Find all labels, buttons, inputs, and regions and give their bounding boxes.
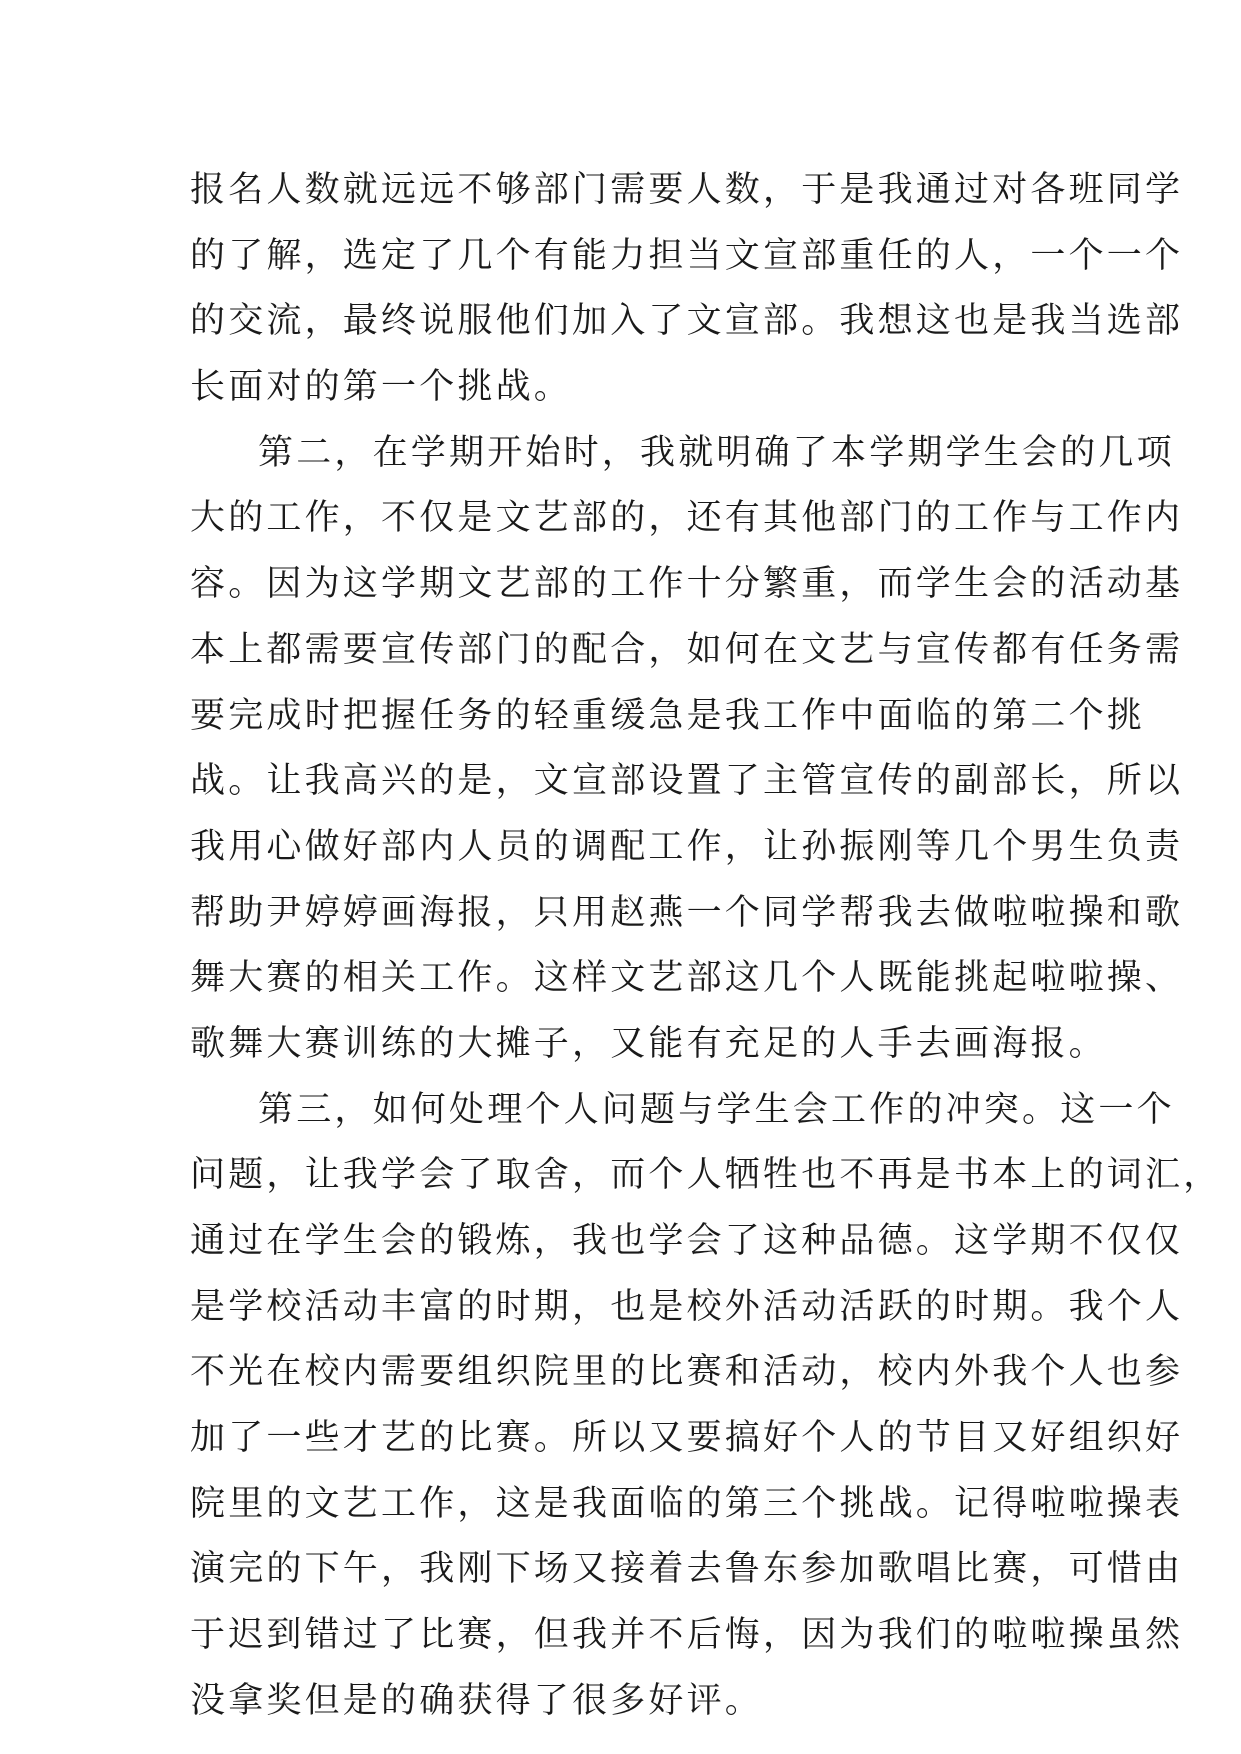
text-line: 帮助尹婷婷画海报，只用赵燕一个同学帮我去做啦啦操和歌 [190,892,1184,933]
text-line: 大的工作，不仅是文艺部的，还有其他部门的工作与工作内 [190,498,1184,539]
text-line: 本上都需要宣传部门的配合，如何在文艺与宣传都有任务需 [190,629,1184,670]
text-line: 第二，在学期开始时，我就明确了本学期学生会的几项 [258,432,1175,473]
text-line: 于迟到错过了比赛，但我并不后悔，因为我们的啦啦操虽然 [190,1615,1184,1656]
text-line: 的交流，最终说服他们加入了文宣部。我想这也是我当选部 [190,301,1184,342]
text-line: 问题，让我学会了取舍，而个人牺牲也不再是书本上的词汇， [190,1155,1222,1196]
text-line: 报名人数就远远不够部门需要人数，于是我通过对各班同学 [190,170,1184,210]
text-line: 不光在校内需要组织院里的比赛和活动，校内外我个人也参 [190,1352,1184,1393]
text-line: 的了解，选定了几个有能力担当文宣部重任的人，一个一个 [190,235,1184,276]
text-line: 加了一些才艺的比赛。所以又要搞好个人的节目又好组织好 [190,1418,1184,1459]
text-line: 第三，如何处理个人问题与学生会工作的冲突。这一个 [258,1089,1175,1130]
text-line: 院里的文艺工作，这是我面临的第三个挑战。记得啦啦操表 [190,1483,1184,1524]
text-line: 战。让我高兴的是，文宣部设置了主管宣传的副部长，所以 [190,761,1184,802]
text-line: 歌舞大赛训练的大摊子，又能有充足的人手去画海报。 [190,1023,1107,1064]
text-line: 我用心做好部内人员的调配工作，让孙振刚等几个男生负责 [190,826,1184,867]
text-line: 长面对的第一个挑战。 [190,367,573,408]
text-line: 要完成时把握任务的轻重缓急是我工作中面临的第二个挑 [190,695,1146,736]
text-line: 容。因为这学期文艺部的工作十分繁重，而学生会的活动基 [190,564,1184,605]
text-line: 通过在学生会的锻炼，我也学会了这种品德。这学期不仅仅 [190,1221,1184,1261]
text-line: 舞大赛的相关工作。这样文艺部这几个人既能挑起啦啦操、 [190,958,1184,999]
text-line: 是学校活动丰富的时期，也是校外活动活跃的时期。我个人 [190,1286,1184,1327]
body-text [190,158,1222,1735]
text-line: 演完的下午，我刚下场又接着去鲁东参加歌唱比赛，可惜由 [190,1549,1184,1590]
text-line: 没拿奖但是的确获得了很多好评。 [190,1680,764,1721]
